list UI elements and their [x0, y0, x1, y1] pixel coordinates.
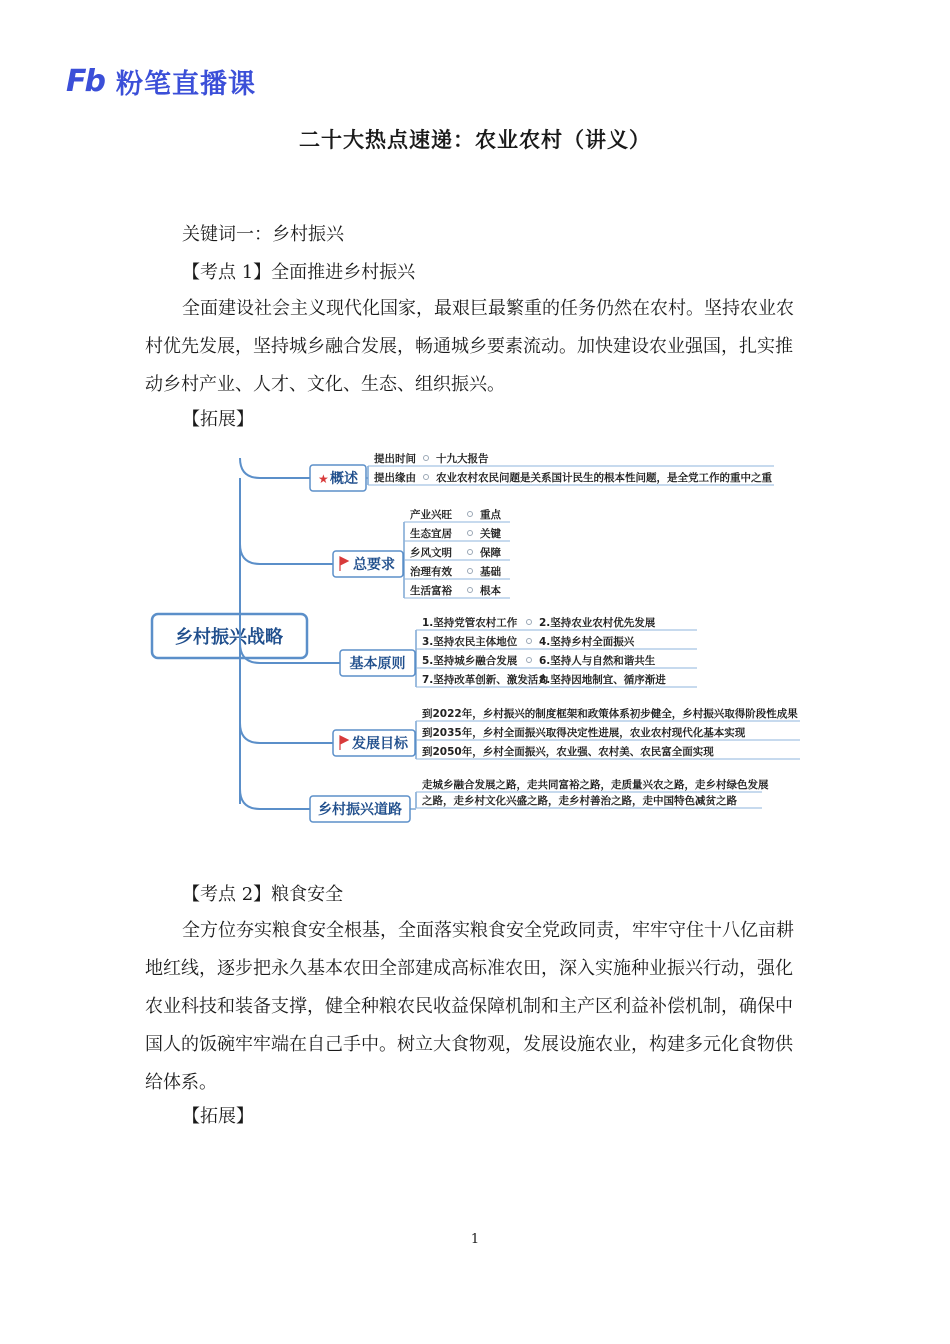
item-text-b: 6.坚持人与自然和谐共生 [539, 655, 656, 667]
branch-label: 发展目标 [352, 736, 408, 752]
branch-label: 基本原则 [349, 656, 406, 672]
item-dot [468, 550, 473, 555]
branch-connector [240, 723, 333, 743]
item-text-b: 重点 [480, 509, 501, 521]
item-text-a: 3.坚持农民主体地位 [422, 636, 518, 648]
item-dot [527, 658, 532, 663]
item-dot [468, 512, 473, 517]
item-text-b: 2.坚持农业农村优先发展 [539, 617, 656, 629]
item-text-b: 农业农村农民问题是关系国计民生的根本性问题，是全党工作的重中之重 [436, 472, 772, 484]
item-text-a: 提出缘由 [374, 472, 416, 484]
item-text-b: 基础 [480, 566, 501, 578]
item-dot [468, 531, 473, 536]
item-dot [527, 639, 532, 644]
item-text-a: 治理有效 [410, 566, 452, 578]
fb-logo-icon: F b [66, 63, 106, 99]
item-text-a: 生态宜居 [410, 528, 452, 540]
item-text-a: 乡风文明 [410, 547, 452, 559]
branch-connector [240, 789, 310, 809]
item-text-a: 5.坚持城乡融合发展 [422, 655, 518, 667]
item-dot [424, 456, 429, 461]
point-1-body: 全面建设社会主义现代化国家，最艰巨最繁重的任务仍然在农村。坚持农业农村优先发展，坚持城乡融合发展，畅通城乡要素流动。加快建设农业强国，扎实推动乡村产业、人才、文化、生态、组织振兴。 [145, 298, 794, 395]
item-text-b: 8.坚持因地制宜、循序渐进 [539, 674, 666, 686]
branch-connector [240, 458, 310, 478]
page-number: 1 [470, 1232, 480, 1247]
keyword-heading: 关键词一：乡村振兴 [182, 224, 344, 245]
point-2-heading: 【考点 2】粮食安全 [182, 884, 344, 905]
item-text-a: 到2022年，乡村振兴的制度框架和政策体系初步健全，乡村振兴取得阶段性成果 [422, 708, 798, 720]
item-text-b: 保障 [480, 547, 501, 559]
mind-map-canvas [140, 444, 800, 834]
branch-connector [240, 544, 333, 564]
point-2-body: 全方位夯实粮食安全根基，全面落实粮食安全党政同责，牢牢守住十八亿亩耕地红线，逐步把永久基本农田全部建成高标准农田，深入实施种业振兴行动，强化农业科技和装备支撑，健全种粮农民收益保障机制和主产区利益补偿机制，确保中国人的饭碗牢牢端在自己手中。树立大食物观，发展设施农业，构建多元化食物供给体系。 [145, 920, 794, 1093]
item-text-a: 到2050年，乡村全面振兴，农业强、农村美、农民富全面实现 [422, 746, 714, 758]
item-text-a: 产业兴旺 [410, 509, 452, 521]
item-text-a: 生活富裕 [410, 585, 452, 597]
item-text-b: 十九大报告 [436, 453, 489, 465]
mind-map [140, 444, 800, 834]
document-title: 二十大热点速递：农业农村（讲义） [299, 128, 651, 152]
brand-logo [66, 64, 256, 98]
branch-label: 总要求 [353, 557, 395, 573]
item-dot [468, 588, 473, 593]
root-label: 乡村振兴战略 [175, 627, 283, 648]
item-text-a: 之路，走乡村文化兴盛之路，走乡村善治之路，走中国特色减贫之路 [422, 795, 737, 807]
item-dot [527, 620, 532, 625]
item-text-a: 提出时间 [374, 453, 416, 465]
item-dot [468, 569, 473, 574]
branch-label: 概述 [330, 471, 358, 487]
item-text-b: 4.坚持乡村全面振兴 [539, 636, 635, 648]
item-text-b: 关键 [480, 528, 501, 540]
brand-name: 粉笔直播课 [115, 68, 256, 100]
item-text-a: 1.坚持党管农村工作 [422, 617, 518, 629]
item-text-a: 走城乡融合发展之路，走共同富裕之路，走质量兴农之路，走乡村绿色发展 [422, 779, 769, 791]
expand-2-label: 【拓展】 [182, 1106, 254, 1127]
branch-label: 乡村振兴道路 [318, 802, 402, 818]
item-dot [424, 475, 429, 480]
point-1-heading: 【考点 1】全面推进乡村振兴 [182, 262, 416, 283]
expand-1-label: 【拓展】 [182, 409, 254, 430]
item-text-b: 根本 [480, 585, 501, 597]
star-icon: ★ [318, 472, 329, 486]
item-text-a: 7.坚持改革创新、激发活力 [422, 674, 549, 686]
item-text-a: 到2035年，乡村全面振兴取得决定性进展，农业农村现代化基本实现 [422, 727, 746, 739]
